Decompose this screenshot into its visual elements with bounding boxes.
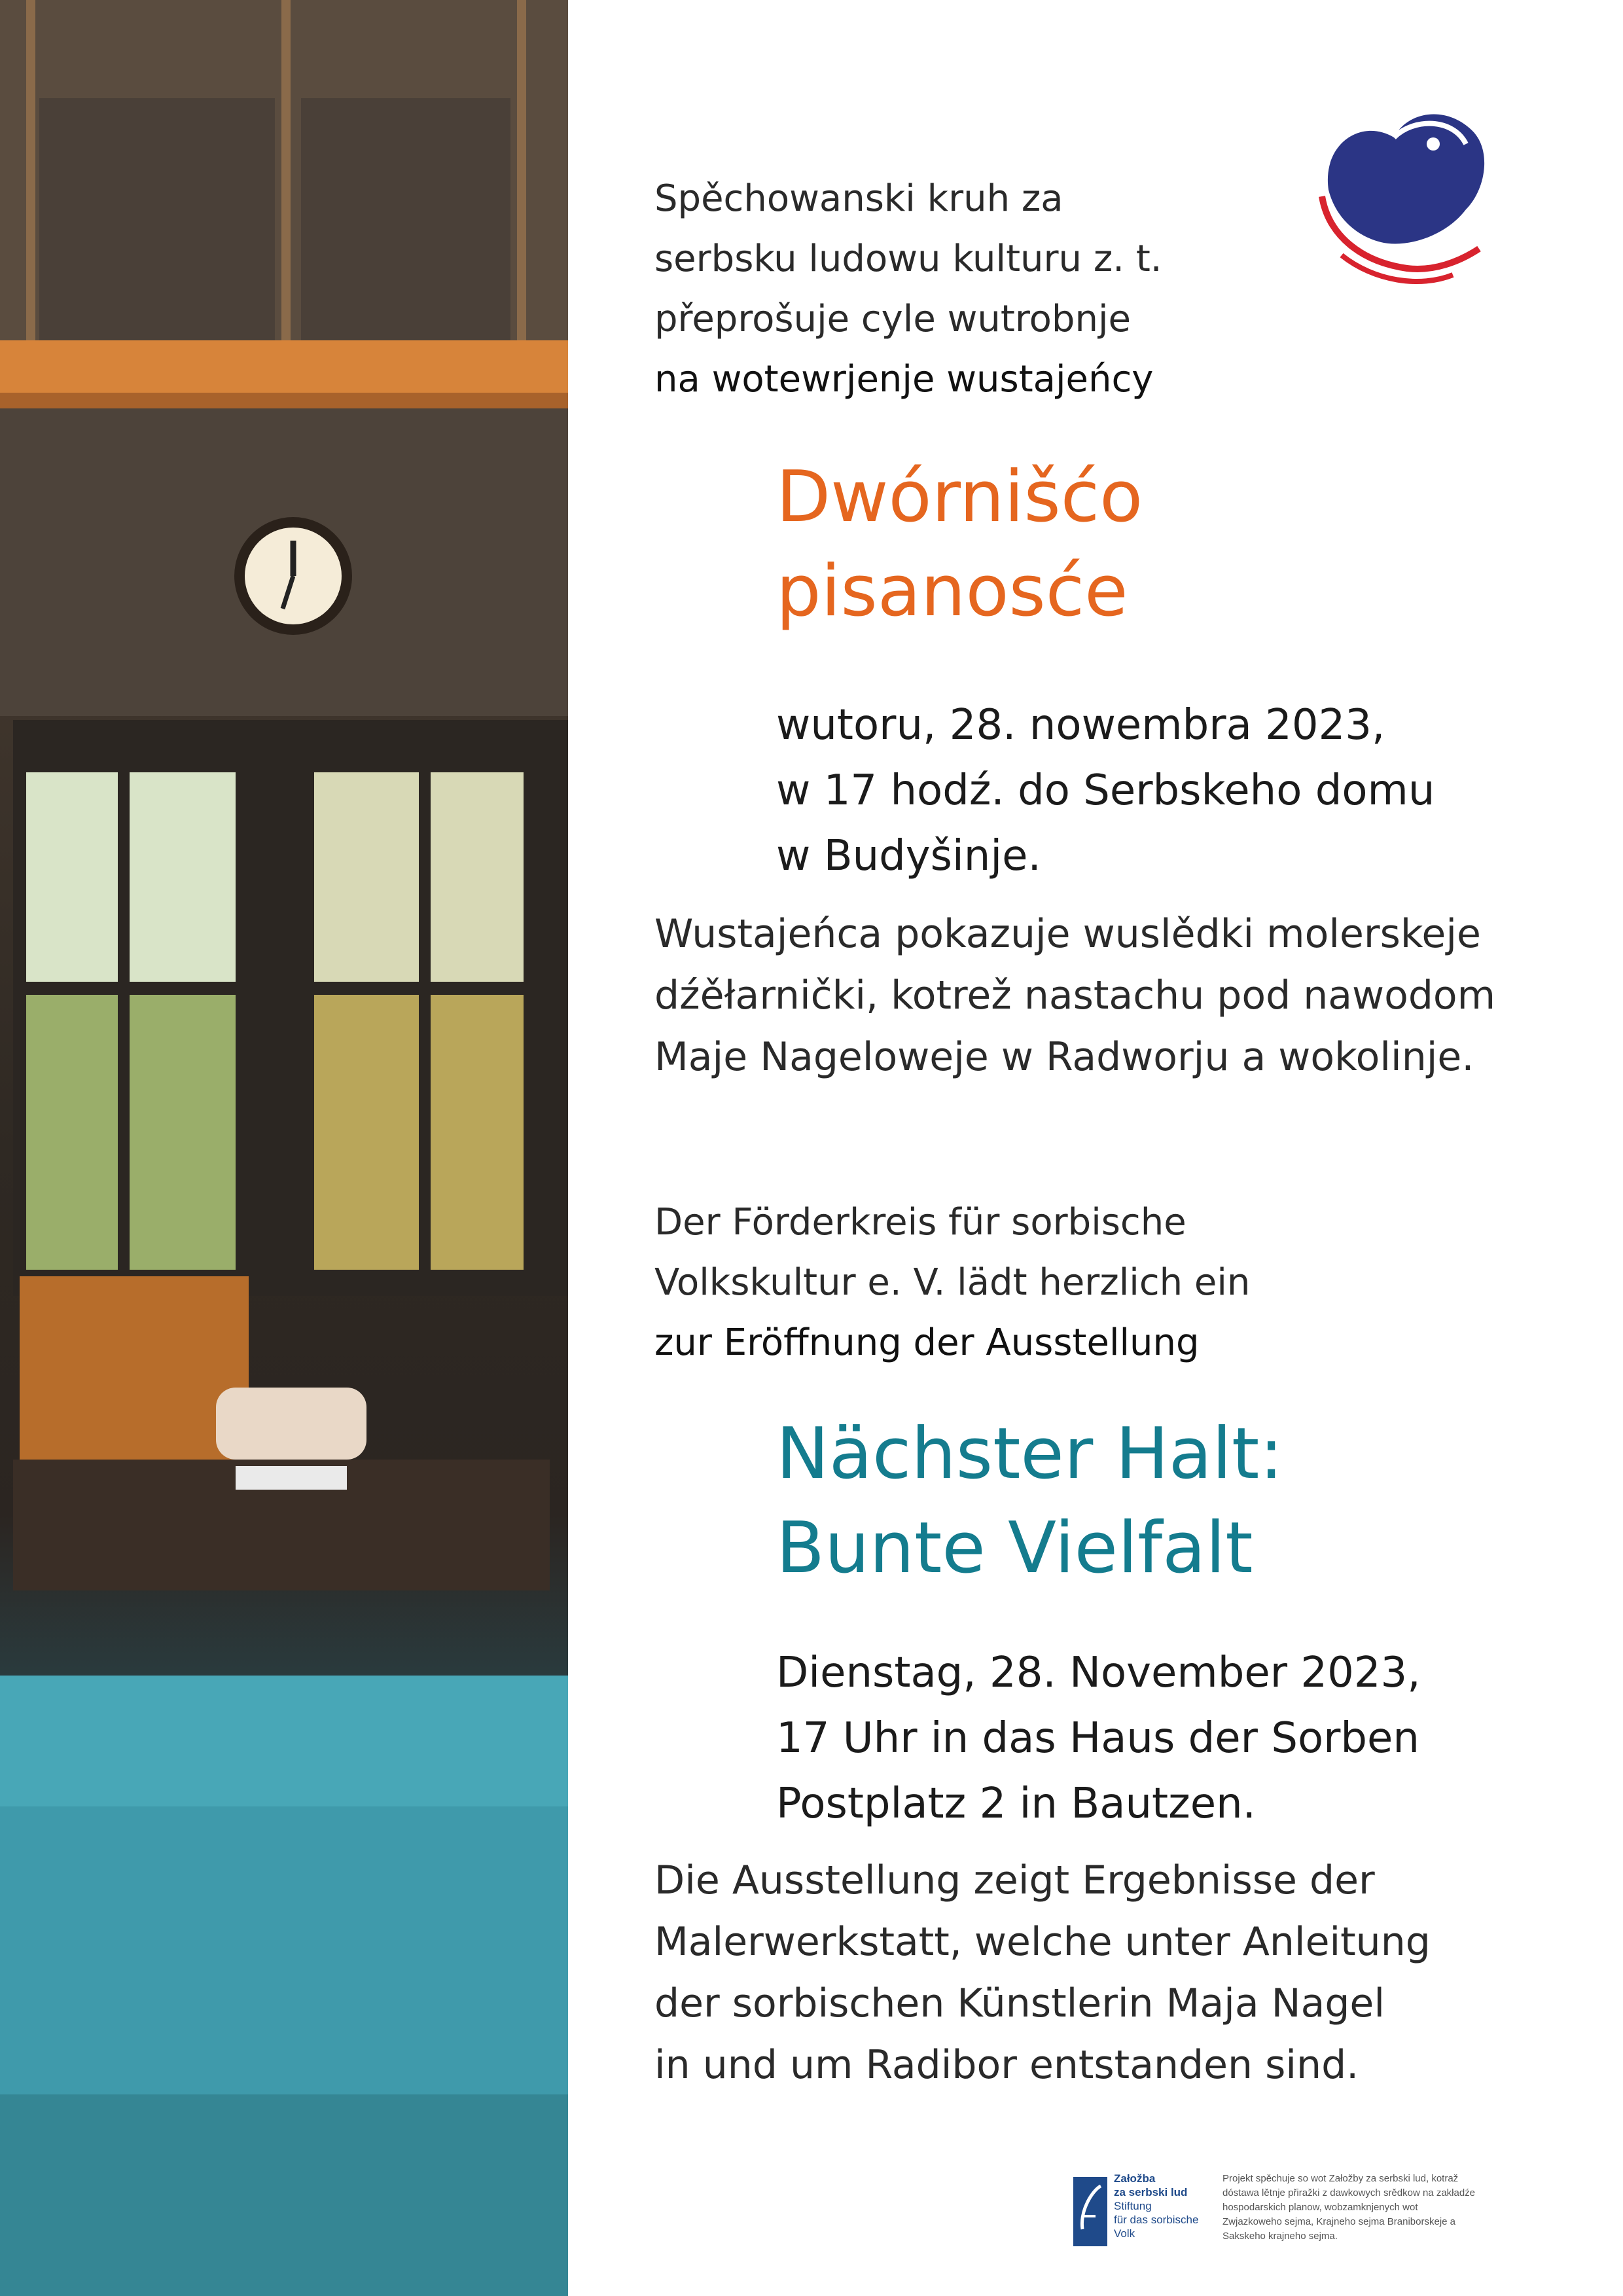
invitation-occasion: zur Eröffnung der Ausstellung: [654, 1321, 1200, 1364]
foundation-logo: [1073, 2172, 1211, 2296]
date-line: Dienstag, 28. November 2023,: [776, 1649, 1421, 1697]
foundation-name-line: Załožba: [1114, 2172, 1156, 2185]
date-line: wutoru, 28. nowembra 2023,: [776, 701, 1385, 749]
description-line: der sorbischen Künstlerin Maja Nagel: [654, 1981, 1385, 2026]
title-line: pisanosće: [776, 550, 1128, 632]
sorbian-bird-logo: [1283, 92, 1499, 295]
description-line: Wustajeńca pokazuje wuslědki molerskeje: [654, 911, 1481, 957]
german-description: [654, 1850, 1584, 2096]
invitation-occasion: na wotewrjenje wustajeńcy: [654, 358, 1154, 401]
description-line: Die Ausstellung zeigt Ergebnisse der: [654, 1857, 1375, 1903]
funding-note-line: dóstawa lětnje přiražki z dawkowych srědkow na zakładźe: [1222, 2187, 1476, 2198]
foundation-name-line: Stiftung: [1114, 2200, 1152, 2212]
description-line: Malerwerkstatt, welche unter Anleitung: [654, 1919, 1431, 1965]
title-line: Bunte Vielfalt: [776, 1507, 1253, 1589]
sorbian-description: [654, 903, 1584, 1088]
sorbian-exhibition-title: [776, 450, 1431, 639]
title-line: Nächster Halt:: [776, 1413, 1283, 1495]
funding-note-line: Projekt spěchuje so wot Załožby za serbski lud, kotraž: [1222, 2173, 1459, 2184]
funding-note: [1222, 2172, 1530, 2244]
invitation-line: přeprošuje cyle wutrobnje: [654, 298, 1131, 340]
sorbian-date-place: [776, 692, 1561, 889]
title-line: Dwórnišćo: [776, 456, 1143, 538]
sorbian-invitation: [654, 169, 1309, 410]
description-line: in und um Radibor entstanden sind.: [654, 2042, 1359, 2088]
funding-note-line: Sakskeho krajneho sejma.: [1222, 2231, 1338, 2242]
german-date-place: [776, 1640, 1561, 1837]
german-invitation: [654, 1193, 1309, 1373]
station-photo: [0, 0, 568, 2296]
description-line: Maje Nageloweje w Radworju a wokolinje.: [654, 1034, 1474, 1080]
funding-note-line: Zwjazkoweho sejma, Krajneho sejma Braniborskeje a: [1222, 2216, 1456, 2227]
foundation-name: [1114, 2172, 1219, 2240]
station-photo-drawing: [0, 0, 568, 2296]
foundation-name-line: für das sorbische: [1114, 2214, 1199, 2226]
german-exhibition-title: [776, 1407, 1431, 1596]
foundation-name-line: za serbski lud: [1114, 2186, 1188, 2198]
invitation-line: serbsku ludowu kulturu z. t.: [654, 238, 1162, 280]
funding-note-line: hospodarskich planow, wobzamknjenych wot: [1222, 2202, 1418, 2213]
place-line: Postplatz 2 in Bautzen.: [776, 1780, 1256, 1828]
place-line: w Budyšinje.: [776, 832, 1041, 880]
invitation-line: Spěchowanski kruh za: [654, 177, 1063, 220]
description-line: dźěłarnički, kotrež nastachu pod nawodom: [654, 973, 1496, 1018]
invitation-line: Volkskultur e. V. lädt herzlich ein: [654, 1261, 1251, 1304]
clock-icon: [234, 517, 352, 635]
foundation-name-line: Volk: [1114, 2227, 1135, 2240]
invitation-line: Der Förderkreis für sorbische: [654, 1201, 1186, 1244]
time-line: 17 Uhr in das Haus der Sorben: [776, 1714, 1419, 1763]
foundation-mark-icon: [1073, 2177, 1107, 2246]
time-line: w 17 hodź. do Serbskeho domu: [776, 766, 1435, 815]
